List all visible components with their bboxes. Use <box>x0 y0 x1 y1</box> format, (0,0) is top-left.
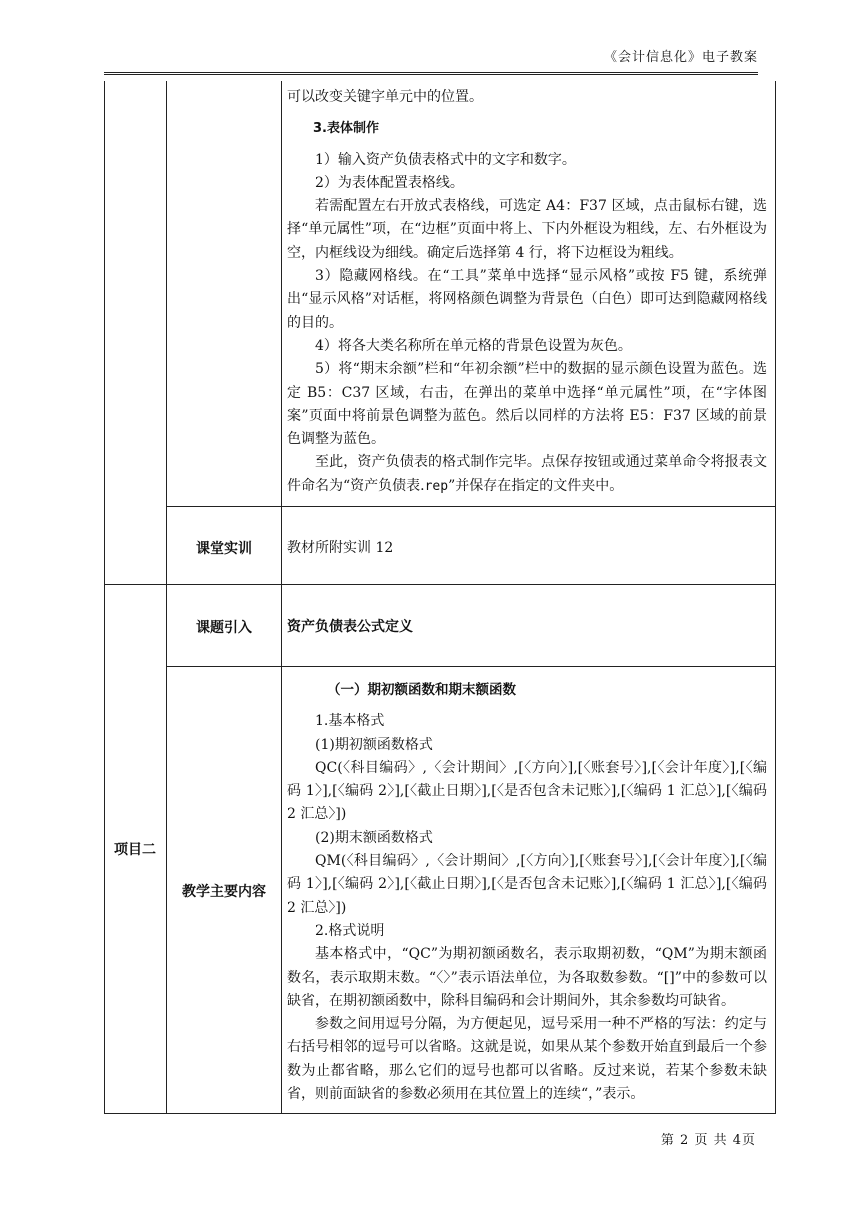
row-divider-2 <box>104 584 776 585</box>
paragraph: 可以改变关键字单元中的位置。 <box>287 89 483 105</box>
subheading: (1)期初额函数格式 <box>315 736 433 753</box>
subheading: 1.基本格式 <box>315 713 385 730</box>
paragraph: 基本格式中，“QC”为期初额函数名，表示取期初数，“QM”为期末额函数名，表示取期末数。“〈〉”表示语法单位，为各取数参数。“[]”中的参数可以缺省，在期初额函数中，除科目编码和会计期间外，其余参数均可缺省。 <box>287 946 767 1009</box>
table-body-section <box>287 86 767 498</box>
paragraph <box>287 451 767 498</box>
main-content-section <box>287 679 767 1106</box>
topic-intro-content: 资产负债表公式定义 <box>287 619 413 635</box>
header-rule <box>104 72 758 75</box>
classroom-training-content: 教材所附实训 12 <box>287 540 394 556</box>
paragraph: 2）为表体配置表格线。 <box>315 174 464 191</box>
paragraph: 参数之间用逗号分隔，为方便起见，逗号采用一种不严格的写法：约定与右括号相邻的逗号可以省略。这就是说，如果从某个参数开始直到最后一个参数为止都省略，那么它们的逗号也都可以省略。反过来说，若某个参数未缺省，则前面缺省的参数必须用在其位置上的连续“，”表示。 <box>287 1016 767 1103</box>
subheading: 2.格式说明 <box>315 922 385 939</box>
row-divider-3 <box>166 666 776 667</box>
main-content-label: 教学主要内容 <box>182 884 266 900</box>
page-number: 第 2 页 共 4页 <box>660 1133 756 1148</box>
text-run: 至此，资产负债表的格式制作完毕。点保存按钮或通过菜单命令将报表文件命名为“资产负债表. <box>287 454 767 494</box>
file-extension: rep <box>424 478 449 494</box>
row-divider-1 <box>166 506 776 507</box>
paragraph: 4）将各大类名称所在单元格的背景色设置为灰色。 <box>315 337 632 354</box>
text-run: ”并保存在指定的文件夹中。 <box>448 477 624 494</box>
subheading: (2)期末额函数格式 <box>315 829 433 846</box>
formula-qc: QC(〈科目编码〉,〈会计期间〉,[〈方向〉],[〈账套号〉],[〈会计年度〉],[〈编码 1〉],[〈编码 2〉],[〈截止日期〉],[〈是否包含未记账〉],[〈编码 1 汇总〉],[〈编码 2 汇总〉]) <box>287 759 767 823</box>
section-heading: （一）期初额函数和期末额函数 <box>327 682 516 698</box>
paragraph: 3）隐藏网格线。在“工具”菜单中选择“显示风格”或按 F5 键，系统弹出“显示风格”对话框，将网格颜色调整为背景色（白色）即可达到隐藏网格线的目的。 <box>287 268 767 331</box>
paragraph: 5）将“期末余额”栏和“年初余额”栏中的数据的显示颜色设置为蓝色。选定 B5：C37 区域，右击，在弹出的菜单中选择“单元属性”项，在“字体图案”页面中将前景色调整为蓝色。然后以同样的方法将 E5：F37 区域的前景色调整为蓝色。 <box>287 361 767 448</box>
column-divider-1 <box>166 81 167 1114</box>
section-heading: 3.表体制作 <box>313 121 379 137</box>
document-header: 《会计信息化》电子教案 <box>603 50 758 65</box>
classroom-training-label: 课堂实训 <box>196 541 252 557</box>
paragraph: 1）输入资产负债表格式中的文字和数字。 <box>315 151 576 168</box>
formula-qm: QM(〈科目编码〉,〈会计期间〉,[〈方向〉],[〈账套号〉],[〈会计年度〉],[〈编码 1〉],[〈编码 2〉],[〈截止日期〉],[〈是否包含未记账〉],[〈编码 1 汇总〉],[〈编码 2 汇总〉]) <box>287 853 767 916</box>
project-label: 项目二 <box>114 842 156 858</box>
paragraph: 若需配置左右开放式表格线，可选定 A4：F37 区域，点击鼠标右键，选择“单元属性”项，在“边框”页面中将上、下内外框设为粗线，左、右外框设为空，内框线设为细线。确定后选择第 4 行，将下边框设为粗线。 <box>287 198 767 261</box>
topic-intro-label: 课题引入 <box>196 620 252 636</box>
column-divider-2 <box>281 81 282 1114</box>
